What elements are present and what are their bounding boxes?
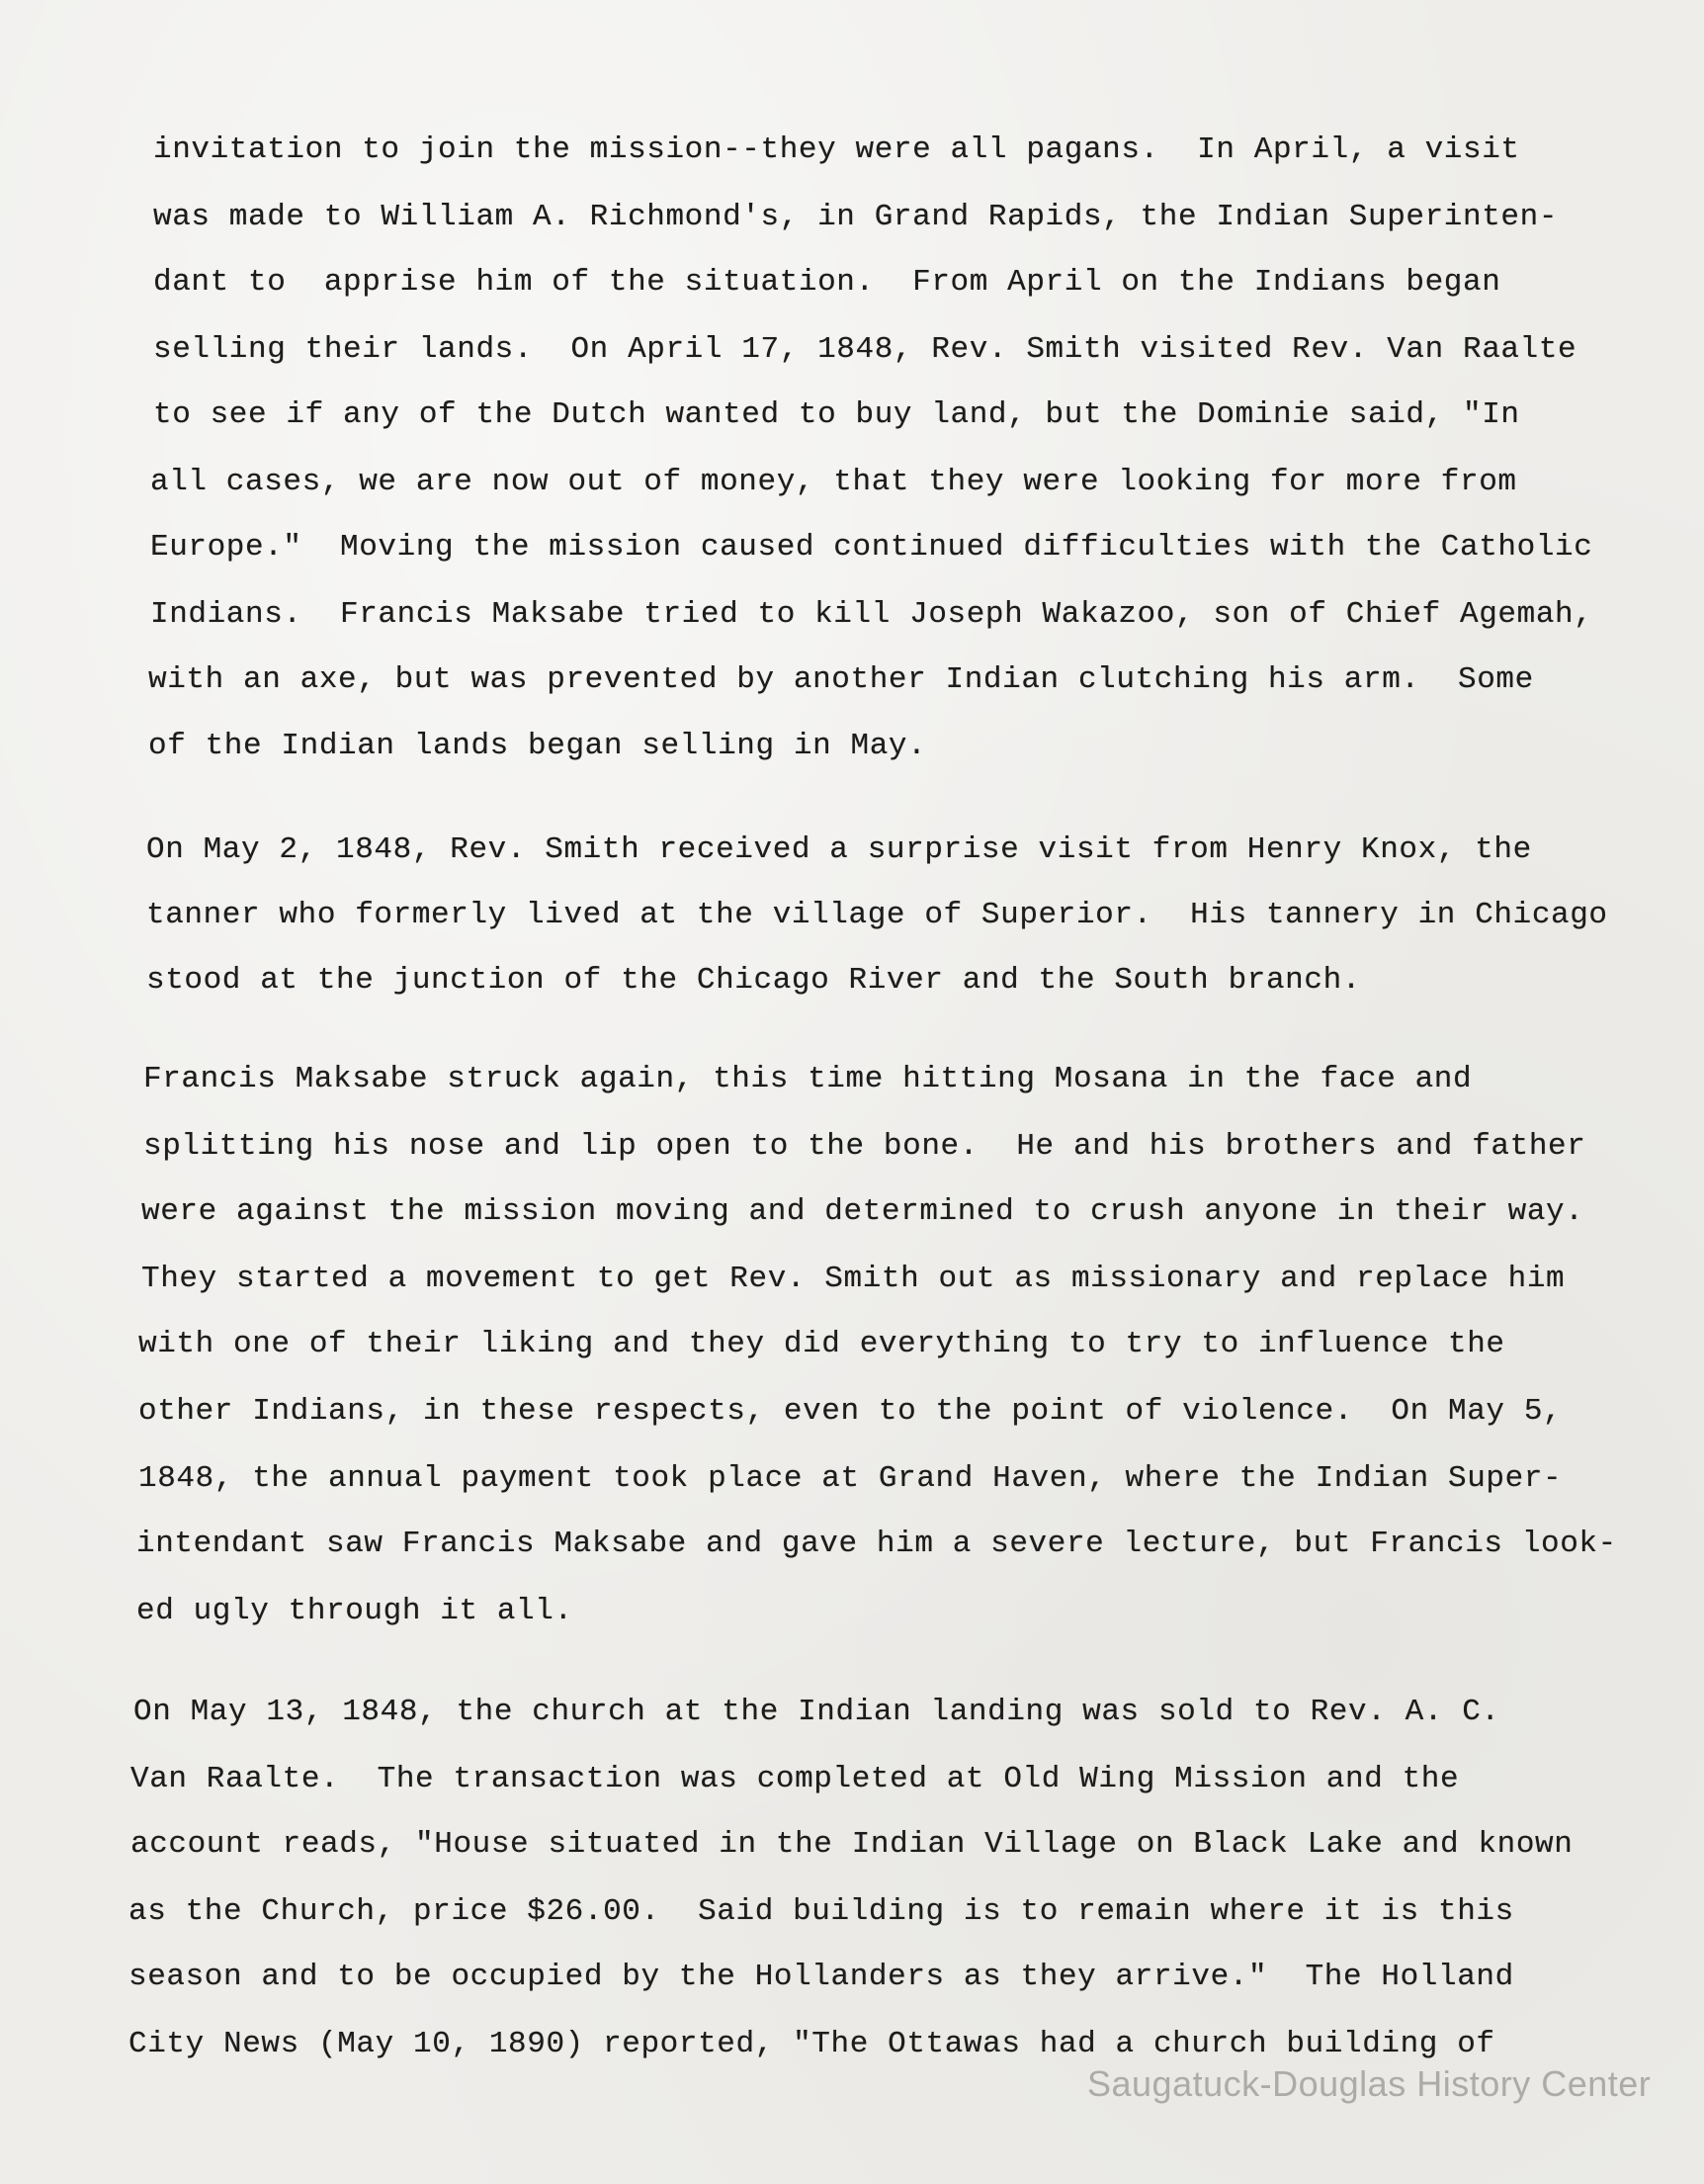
text-line: Van Raalte. The transaction was completed at Old Wing Mission and the (130, 1762, 1460, 1796)
text-line: were against the mission moving and determined to crush anyone in their way. (141, 1194, 1584, 1229)
text-line: with one of their liking and they did everything to try to influence the (138, 1327, 1505, 1361)
text-line: Europe." Moving the mission caused continued difficulties with the Catholic (150, 530, 1593, 565)
text-line: other Indians, in these respects, even to the point of violence. On May 5, (138, 1394, 1563, 1429)
text-line: splitting his nose and lip open to the bone. He and his brothers and father (143, 1129, 1586, 1164)
text-line: was made to William A. Richmond's, in Grand Rapids, the Indian Superinten- (153, 200, 1559, 234)
text-line: Francis Maksabe struck again, this time hitting Mosana in the face and (143, 1062, 1473, 1096)
text-line: season and to be occupied by the Hollanders as they arrive." The Holland (128, 1960, 1514, 1994)
text-line: invitation to join the mission--they were all pagans. In April, a visit (153, 132, 1520, 167)
text-line: with an axe, but was prevented by another Indian clutching his arm. Some (148, 662, 1534, 697)
text-line: Indians. Francis Maksabe tried to kill Joseph Wakazoo, son of Chief Agemah, (150, 597, 1593, 632)
text-line: intendant saw Francis Maksabe and gave him a severe lecture, but Francis look- (136, 1527, 1617, 1561)
text-line: of the Indian lands began selling in May. (148, 729, 927, 763)
text-line: They started a movement to get Rev. Smith out as missionary and replace him (141, 1262, 1566, 1296)
text-line: selling their lands. On April 17, 1848, Rev. Smith visited Rev. Van Raalte (153, 332, 1577, 367)
text-line: to see if any of the Dutch wanted to buy land, but the Dominie said, "In (153, 397, 1520, 432)
text-line: ed ugly through it all. (136, 1594, 573, 1628)
watermark: Saugatuck-Douglas History Center (1087, 2063, 1652, 2104)
text-line: On May 2, 1848, Rev. Smith received a surprise visit from Henry Knox, the (146, 832, 1532, 867)
text-line: as the Church, price $26.00. Said building is to remain where it is this (128, 1894, 1514, 1929)
text-line: City News (May 10, 1890) reported, "The Ottawas had a church building of (128, 2027, 1495, 2061)
text-line: On May 13, 1848, the church at the Indian landing was sold to Rev. A. C. (133, 1695, 1500, 1729)
text-line: all cases, we are now out of money, that they were looking for more from (150, 465, 1517, 499)
text-line: dant to apprise him of the situation. From April on the Indians began (153, 265, 1501, 300)
text-line: tanner who formerly lived at the village of Superior. His tannery in Chicago (146, 898, 1608, 932)
text-line: stood at the junction of the Chicago River and the South branch. (146, 963, 1361, 998)
text-line: account reads, "House situated in the Indian Village on Black Lake and known (130, 1827, 1574, 1862)
text-line: 1848, the annual payment took place at Grand Haven, where the Indian Super- (138, 1461, 1563, 1496)
